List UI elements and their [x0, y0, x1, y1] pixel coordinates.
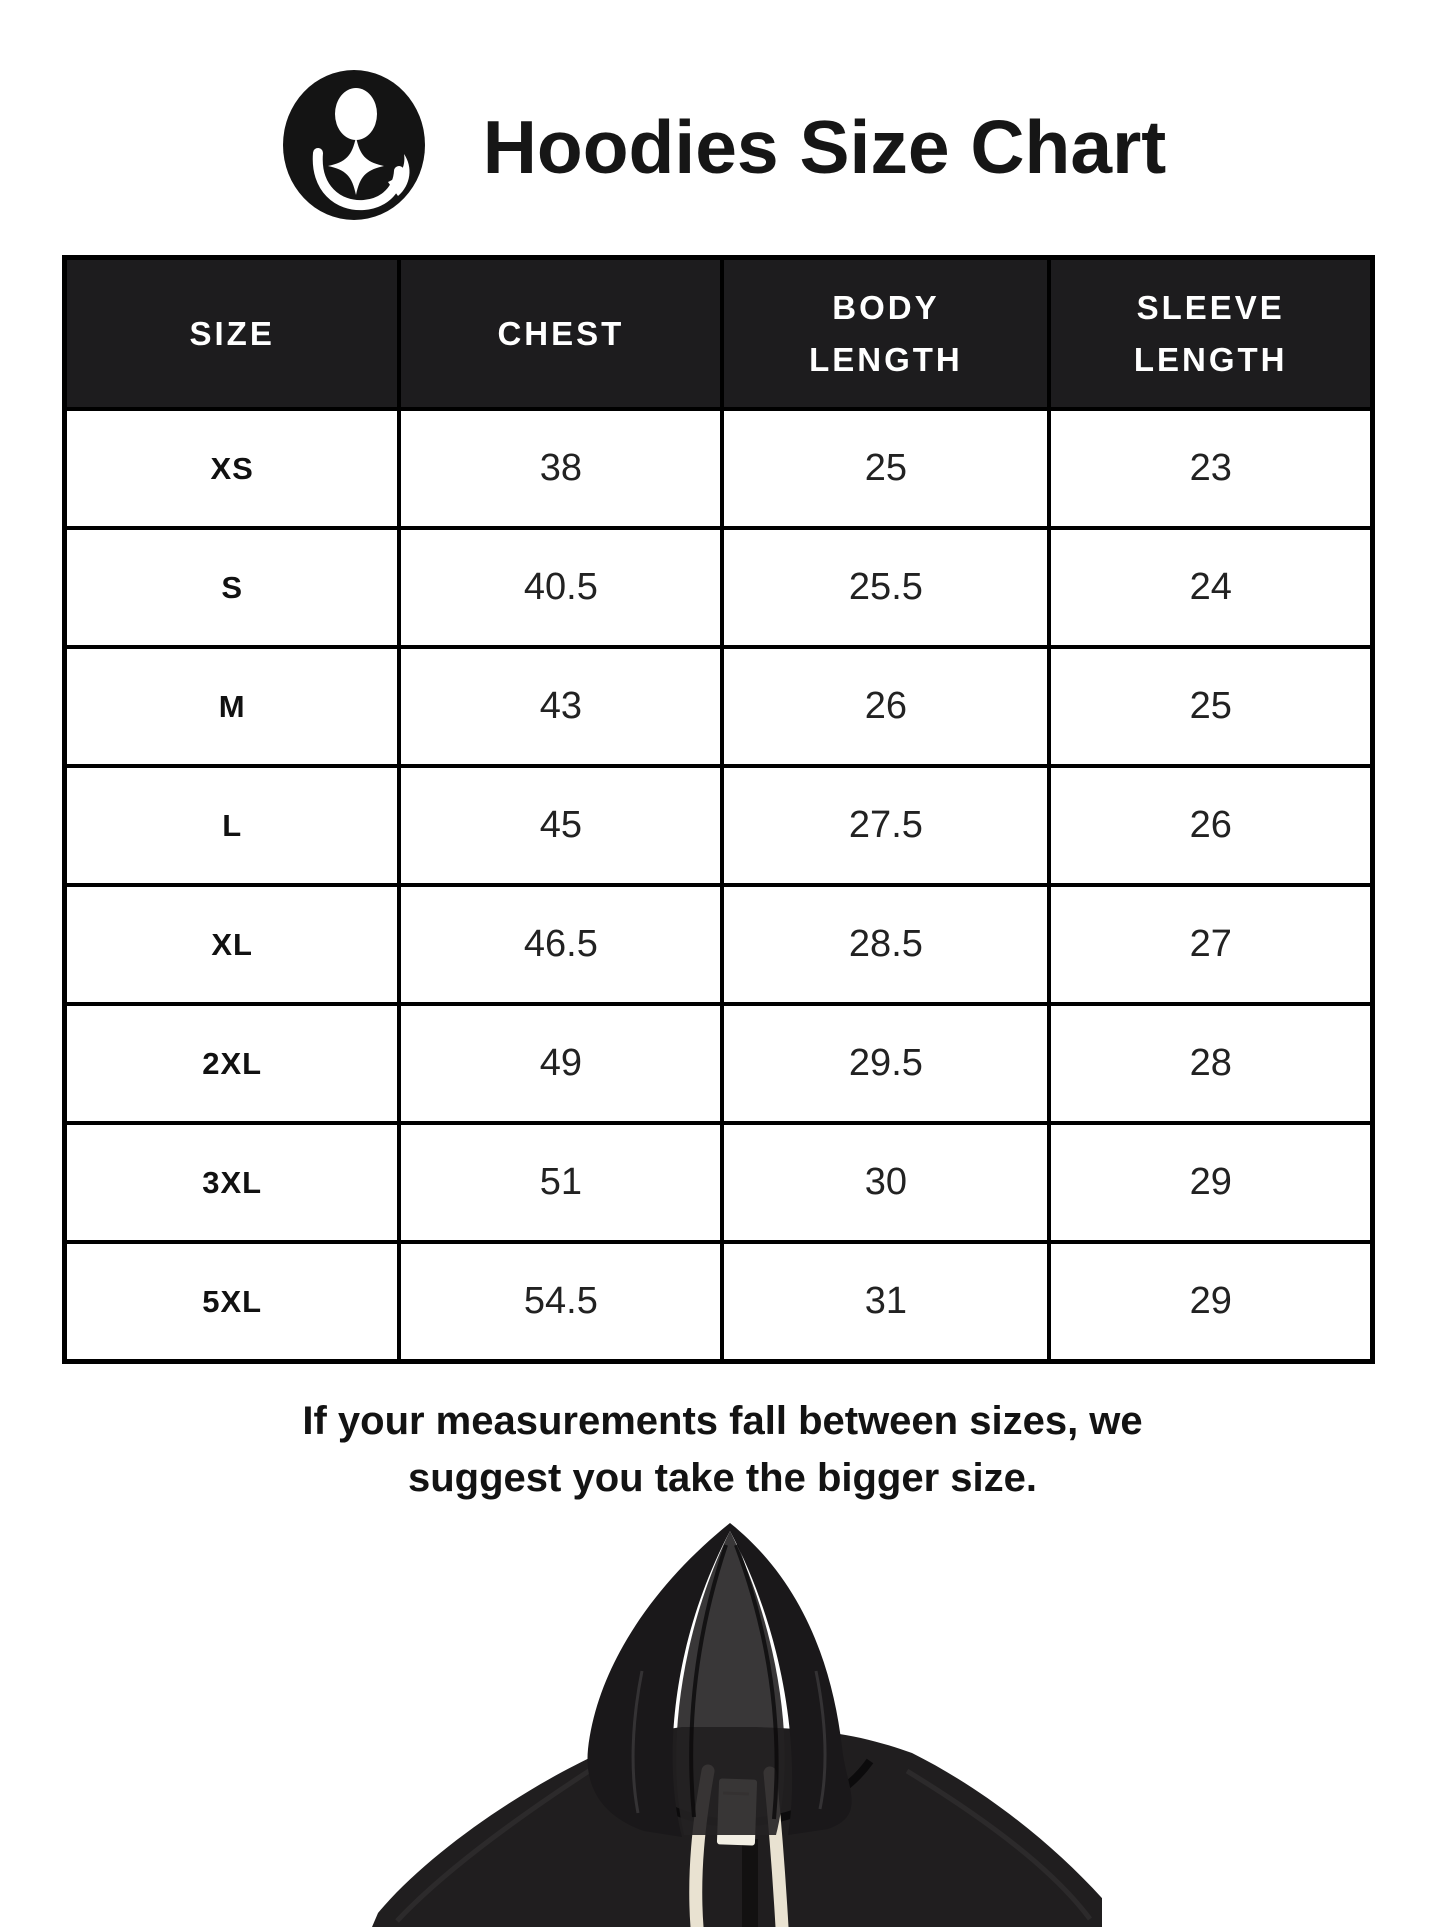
cell-size: 5XL — [65, 1242, 400, 1362]
cell-chest: 46.5 — [399, 885, 722, 1004]
table-row — [65, 766, 1373, 885]
cell-chest: 43 — [399, 647, 722, 766]
logo-head-shape — [335, 88, 377, 140]
table-header — [65, 258, 1373, 410]
cell-body: 31 — [722, 1242, 1049, 1362]
black-hoodie-photo — [342, 1521, 1102, 1927]
hoodie-illustration — [342, 1521, 1102, 1927]
cell-body: 27.5 — [722, 766, 1049, 885]
sizing-note-line2: suggest you take the bigger size. — [407, 1456, 1038, 1500]
cell-sleeve: 24 — [1049, 528, 1372, 647]
brand-header — [0, 66, 1445, 228]
table-row — [65, 647, 1373, 766]
cell-sleeve: 26 — [1049, 766, 1372, 885]
cell-sleeve: 29 — [1049, 1242, 1372, 1362]
cell-sleeve: 28 — [1049, 1004, 1372, 1123]
cell-chest: 49 — [399, 1004, 722, 1123]
column-header-body-length: BODY LENGTH — [722, 258, 1049, 410]
cell-body: 26 — [722, 647, 1049, 766]
cell-chest: 40.5 — [399, 528, 722, 647]
cell-size: 2XL — [65, 1004, 400, 1123]
column-header-chest: CHEST — [399, 258, 722, 410]
sizing-note-line1: If your measurements fall between sizes, we — [302, 1399, 1143, 1443]
cell-chest: 38 — [399, 409, 722, 528]
sizing-note — [0, 1393, 1445, 1507]
cell-size: 3XL — [65, 1123, 400, 1242]
cell-size: L — [65, 766, 400, 885]
table-row — [65, 1123, 1373, 1242]
cell-chest: 51 — [399, 1123, 722, 1242]
cell-sleeve: 23 — [1049, 409, 1372, 528]
cell-body: 30 — [722, 1123, 1049, 1242]
cell-body: 25.5 — [722, 528, 1049, 647]
cell-size: XS — [65, 409, 400, 528]
cell-chest: 54.5 — [399, 1242, 722, 1362]
table-row — [65, 885, 1373, 1004]
table-row — [65, 528, 1373, 647]
cell-body: 28.5 — [722, 885, 1049, 1004]
column-header-size: SIZE — [65, 258, 400, 410]
cell-sleeve: 25 — [1049, 647, 1372, 766]
table-row — [65, 409, 1373, 528]
table-row — [65, 1004, 1373, 1123]
cell-sleeve: 27 — [1049, 885, 1372, 1004]
cell-size: XL — [65, 885, 400, 1004]
table-body — [65, 409, 1373, 1362]
header-row — [65, 258, 1373, 410]
cell-sleeve: 29 — [1049, 1123, 1372, 1242]
cell-chest: 45 — [399, 766, 722, 885]
cell-size: S — [65, 528, 400, 647]
column-header-sleeve-length: SLEEVE LENGTH — [1049, 258, 1372, 410]
table-row — [65, 1242, 1373, 1362]
cell-body: 25 — [722, 409, 1049, 528]
cell-size: M — [65, 647, 400, 766]
cell-body: 29.5 — [722, 1004, 1049, 1123]
size-chart-table — [62, 255, 1375, 1364]
page-title: Hoodies Size Chart — [482, 105, 1167, 189]
brand-logo-icon — [279, 69, 429, 225]
